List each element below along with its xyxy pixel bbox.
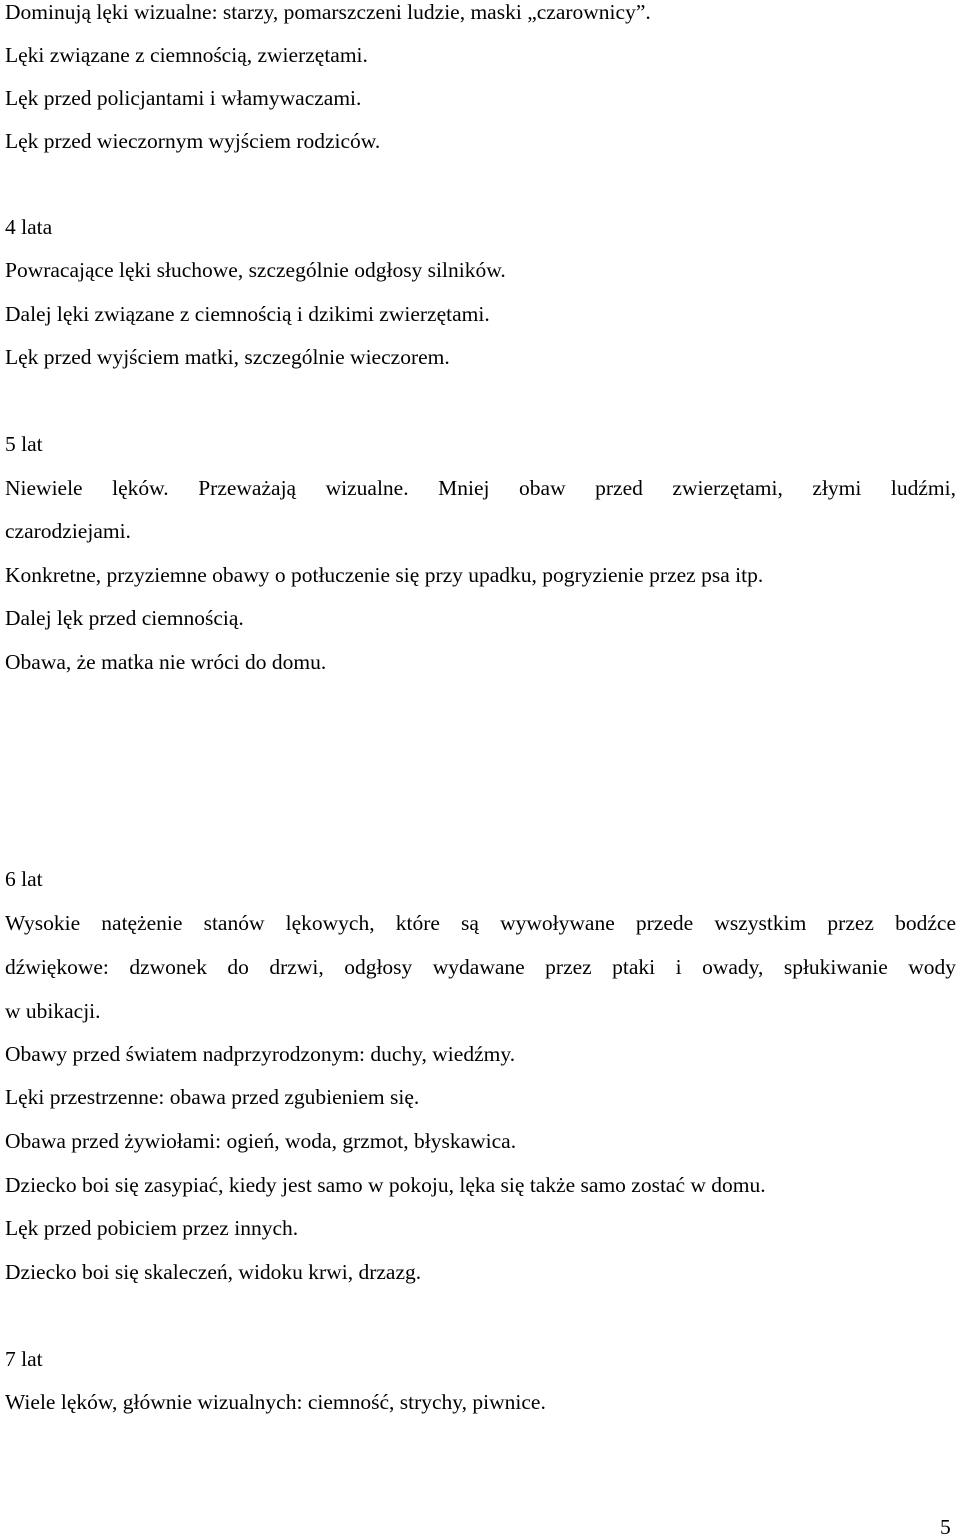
text-line: Lęki przestrzenne: obawa przed zgubieniem się. xyxy=(5,1085,420,1109)
text-line: Konkretne, przyziemne obawy o potłuczenie się przy upadku, pogryzienie przez psa itp. xyxy=(5,563,764,587)
section-heading-7-lat: 7 lat xyxy=(5,1347,43,1371)
paragraph-line: Wysokie natężenie stanów lękowych, które są wywoływane przede wszystkim przez bodźce xyxy=(5,911,956,935)
text-line: Obawa, że matka nie wróci do domu. xyxy=(5,650,327,674)
paragraph-line: dźwiękowe: dzwonek do drzwi, odgłosy wydawane przez ptaki i owady, spłukiwanie wody xyxy=(5,955,956,979)
text-line: Dalej lęk przed ciemnością. xyxy=(5,606,244,630)
paragraph-line: Niewiele lęków. Przeważają wizualne. Mniej obaw przed zwierzętami, złymi ludźmi, xyxy=(5,476,956,500)
text-line: Lęki związane z ciemnością, zwierzętami. xyxy=(5,43,368,67)
paragraph-line: czarodziejami. xyxy=(5,519,131,543)
text-line: Dominują lęki wizualne: starzy, pomarszczeni ludzie, maski „czarownicy”. xyxy=(5,0,651,24)
text-line: Powracające lęki słuchowe, szczególnie odgłosy silników. xyxy=(5,258,506,282)
section-heading-4-lata: 4 lata xyxy=(5,215,53,239)
text-line: Lęk przed wyjściem matki, szczególnie wieczorem. xyxy=(5,345,450,369)
section-heading-5-lat: 5 lat xyxy=(5,432,43,456)
text-line: Lęk przed pobiciem przez innych. xyxy=(5,1216,299,1240)
paragraph-line: w ubikacji. xyxy=(5,999,101,1023)
section-heading-6-lat: 6 lat xyxy=(5,867,43,891)
text-line: Dziecko boi się zasypiać, kiedy jest samo w pokoju, lęka się także samo zostać w domu. xyxy=(5,1173,766,1197)
text-line: Lęk przed wieczornym wyjściem rodziców. xyxy=(5,129,381,153)
text-line: Wiele lęków, głównie wizualnych: ciemność, strychy, piwnice. xyxy=(5,1390,546,1414)
text-line: Dalej lęki związane z ciemnością i dzikimi zwierzętami. xyxy=(5,302,490,326)
text-line: Dziecko boi się skaleczeń, widoku krwi, drzazg. xyxy=(5,1260,422,1284)
text-line: Lęk przed policjantami i włamywaczami. xyxy=(5,86,362,110)
page-number: 5 xyxy=(940,1515,951,1539)
text-line: Obawy przed światem nadprzyrodzonym: duchy, wiedźmy. xyxy=(5,1042,516,1066)
text-line: Obawa przed żywiołami: ogień, woda, grzmot, błyskawica. xyxy=(5,1129,517,1153)
